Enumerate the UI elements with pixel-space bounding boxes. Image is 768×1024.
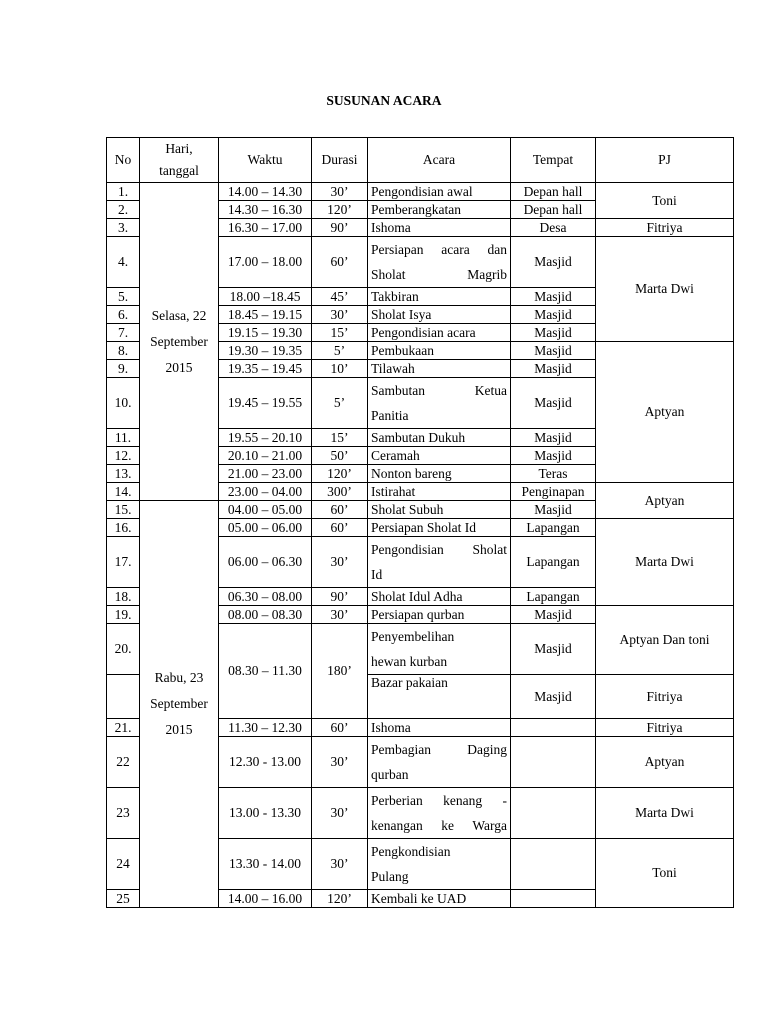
page-title: SUSUNAN ACARA [326,93,442,108]
row-duration: 30’ [312,537,368,588]
row-time: 05.00 – 06.00 [219,519,312,537]
row-event: Pengondisian awal [368,183,511,201]
pj-cell: Fitriya [596,719,734,737]
row-event: Kembali ke UAD [368,890,511,908]
row-time: 19.35 – 19.45 [219,360,312,378]
row-event: Sambutan Dukuh [368,429,511,447]
row-time: 20.10 – 21.00 [219,447,312,465]
row-event: Ishoma [368,719,511,737]
row-no: 17. [107,537,140,588]
event-line1: Pengkondisian [371,844,451,859]
row-place: Depan hall [511,201,596,219]
day-line3: 2015 [165,359,193,375]
header-place: Tempat [511,138,596,183]
row-duration: 90’ [312,588,368,606]
pj-cell: Toni [596,839,734,908]
row-duration: 15’ [312,324,368,342]
row-place: Masjid [511,360,596,378]
row-duration: 60’ [312,237,368,288]
day-line3: 2015 [165,722,193,737]
row-place: Masjid [511,606,596,624]
row-event: Ishoma [368,219,511,237]
row-event [368,378,511,429]
event-line1: Pembagian Daging [371,742,507,757]
row-duration: 60’ [312,719,368,737]
row-no: 4. [107,237,140,288]
header-day [140,138,219,183]
event-line1: Sambutan Ketua [371,383,507,398]
row-duration: 300’ [312,483,368,501]
row-duration: 30’ [312,606,368,624]
row-event: Persiapan qurban [368,606,511,624]
row-duration: 120’ [312,890,368,908]
row-time: 17.00 – 18.00 [219,237,312,288]
row-no: 1. [107,183,140,201]
row-duration: 60’ [312,519,368,537]
row-no: 12. [107,447,140,465]
row-place [511,890,596,908]
row-time: 19.55 – 20.10 [219,429,312,447]
row-no: 19. [107,606,140,624]
day-line1: Rabu, 23 [154,670,204,685]
row-time: 18.45 – 19.15 [219,306,312,324]
row-event: Sholat Subuh [368,501,511,519]
event-line2: Pulang [371,869,409,884]
day-line2: September [150,333,208,349]
row-event [368,788,511,839]
row-place: Masjid [511,324,596,342]
row-time: 14.30 – 16.30 [219,201,312,219]
row-place: Lapangan [511,588,596,606]
row-time: 23.00 – 04.00 [219,483,312,501]
row-no [107,675,140,719]
row-no: 21. [107,719,140,737]
row-no: 11. [107,429,140,447]
row-time: 14.00 – 16.00 [219,890,312,908]
row-place: Masjid [511,675,596,719]
header-duration: Durasi [312,138,368,183]
event-line1: Pengondisian Sholat [371,542,507,557]
event-line2: Panitia [371,408,409,423]
row-place: Masjid [511,342,596,360]
row-event [368,624,511,675]
row-place: Masjid [511,288,596,306]
header-time: Waktu [219,138,312,183]
row-duration: 30’ [312,788,368,839]
day-cell-rabu [140,501,219,908]
row-no: 13. [107,465,140,483]
pj-cell: Aptyan Dan toni [596,606,734,675]
row-place: Lapangan [511,519,596,537]
row-event [368,839,511,890]
row-no: 8. [107,342,140,360]
row-duration: 5’ [312,342,368,360]
row-time: 11.30 – 12.30 [219,719,312,737]
row-no: 25 [107,890,140,908]
row-duration: 180’ [312,624,368,719]
row-event: Bazar pakaian [368,675,511,719]
row-duration: 60’ [312,501,368,519]
row-time: 08.30 – 11.30 [219,624,312,719]
row-event: Pembukaan [368,342,511,360]
row-time: 12.30 - 13.00 [219,737,312,788]
row-time: 21.00 – 23.00 [219,465,312,483]
row-no: 6. [107,306,140,324]
row-event: Ceramah [368,447,511,465]
row-place [511,788,596,839]
header-event: Acara [368,138,511,183]
row-place: Masjid [511,306,596,324]
row-duration: 30’ [312,839,368,890]
day-cell-selasa [140,183,219,501]
row-time: 08.00 – 08.30 [219,606,312,624]
row-time: 19.30 – 19.35 [219,342,312,360]
row-event: Persiapan Sholat Id [368,519,511,537]
table-row [107,183,734,201]
event-line1: Persiapan acara dan [371,242,507,257]
row-no: 14. [107,483,140,501]
event-line2: kenangan ke Warga [371,818,507,833]
row-event [368,737,511,788]
row-time: 04.00 – 05.00 [219,501,312,519]
row-duration: 30’ [312,183,368,201]
row-time: 19.15 – 19.30 [219,324,312,342]
row-no: 9. [107,360,140,378]
row-no: 23 [107,788,140,839]
row-no: 20. [107,624,140,675]
row-event: Pengondisian acara [368,324,511,342]
row-duration: 30’ [312,306,368,324]
row-no: 15. [107,501,140,519]
day-line1: Selasa, 22 [151,307,207,323]
row-no: 10. [107,378,140,429]
row-event: Sholat Idul Adha [368,588,511,606]
row-no: 2. [107,201,140,219]
row-event [368,237,511,288]
row-time: 06.00 – 06.30 [219,537,312,588]
row-event: Nonton bareng [368,465,511,483]
row-time: 13.00 - 13.30 [219,788,312,839]
row-place: Masjid [511,378,596,429]
row-place: Penginapan [511,483,596,501]
row-no: 16. [107,519,140,537]
row-no: 22 [107,737,140,788]
row-time: 14.00 – 14.30 [219,183,312,201]
row-duration: 50’ [312,447,368,465]
schedule-table [106,137,734,908]
row-no: 24 [107,839,140,890]
row-place: Lapangan [511,537,596,588]
pj-cell: Marta Dwi [596,788,734,839]
header-pj: PJ [596,138,734,183]
header-day-line1: Hari, [165,141,193,156]
row-duration: 10’ [312,360,368,378]
row-event: Tilawah [368,360,511,378]
row-place: Masjid [511,501,596,519]
row-event: Istirahat [368,483,511,501]
pj-cell: Marta Dwi [596,237,734,342]
row-no: 5. [107,288,140,306]
row-time: 16.30 – 17.00 [219,219,312,237]
row-place [511,839,596,890]
row-place: Masjid [511,624,596,675]
pj-cell: Aptyan [596,483,734,519]
event-line1: Penyembelihan [371,629,455,644]
row-duration: 5’ [312,378,368,429]
row-place: Masjid [511,447,596,465]
event-line2: hewan kurban [371,654,448,669]
pj-cell: Aptyan [596,737,734,788]
row-place: Masjid [511,429,596,447]
row-duration: 90’ [312,219,368,237]
pj-cell: Toni [596,183,734,219]
row-event: Pemberangkatan [368,201,511,219]
row-duration: 120’ [312,201,368,219]
row-no: 7. [107,324,140,342]
row-no: 3. [107,219,140,237]
row-event: Sholat Isya [368,306,511,324]
row-time: 19.45 – 19.55 [219,378,312,429]
event-line2: qurban [371,767,409,782]
row-place: Teras [511,465,596,483]
pj-cell: Aptyan [596,342,734,483]
day-line2: September [150,696,208,711]
row-event: Takbiran [368,288,511,306]
pj-cell: Fitriya [596,219,734,237]
header-no: No [107,138,140,183]
event-line1: Perberian kenang - [371,793,507,808]
row-duration: 30’ [312,737,368,788]
row-place: Depan hall [511,183,596,201]
row-place: Desa [511,219,596,237]
pj-cell: Fitriya [596,675,734,719]
table-header-row [107,138,734,183]
row-no: 18. [107,588,140,606]
row-time: 13.30 - 14.00 [219,839,312,890]
row-place [511,737,596,788]
event-line2: Sholat Magrib [371,267,507,282]
row-duration: 45’ [312,288,368,306]
row-event [368,537,511,588]
event-line2: Id [371,567,383,582]
row-time: 18.00 –18.45 [219,288,312,306]
row-place: Masjid [511,237,596,288]
row-duration: 120’ [312,465,368,483]
row-place [511,719,596,737]
pj-cell: Marta Dwi [596,519,734,606]
row-duration: 15’ [312,429,368,447]
row-time: 06.30 – 08.00 [219,588,312,606]
header-day-line2: tanggal [159,163,199,178]
